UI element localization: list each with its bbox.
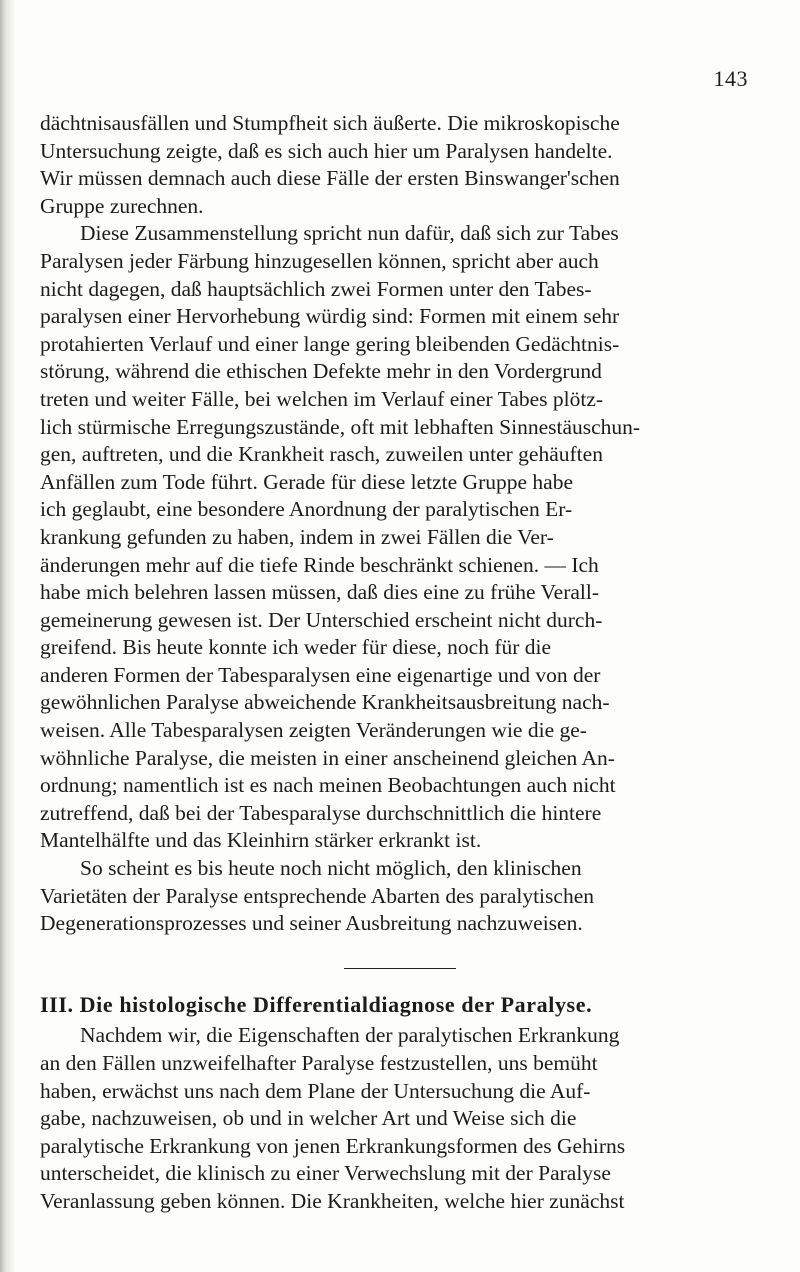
text-line: Degenerationsprozesses und seiner Ausbreitung nachzuweisen. — [40, 911, 583, 936]
text-line: wöhnliche Paralyse, die meisten in einer anscheinend gleichen An- — [40, 745, 615, 770]
text-line: gemeinerung gewesen ist. Der Unterschied erscheint nicht durch- — [40, 607, 603, 632]
text-line: habe mich belehren lassen müssen, daß dies eine zu frühe Verall- — [40, 580, 599, 605]
text-line: ordnung; namentlich ist es nach meinen Beobachtungen auch nicht — [40, 773, 616, 798]
text-line: Paralysen jeder Färbung hinzugesellen können, spricht aber auch — [40, 248, 599, 273]
section-heading: III. Die histologische Differentialdiagnose der Paralyse. — [40, 991, 593, 1017]
text-line: protahierten Verlauf und einer lange gering bleibenden Gedächtnis- — [40, 331, 620, 356]
text-line: Nachdem wir, die Eigenschaften der paralytischen Erkrankung — [80, 1023, 620, 1048]
paragraph-2 — [40, 220, 760, 855]
text-line: gewöhnlichen Paralyse abweichende Krankheitsausbreitung nach- — [40, 690, 610, 715]
text-line: lich stürmische Erregungszustände, oft mit lebhaften Sinnestäuschun- — [40, 414, 641, 439]
paragraph-3 — [40, 855, 760, 938]
text-line: gen, auftreten, und die Krankheit rasch, zuweilen unter gehäuften — [40, 442, 603, 467]
text-line: weisen. Alle Tabesparalysen zeigten Veränderungen wie die ge- — [40, 718, 587, 743]
text-line: krankung gefunden zu haben, indem in zwei Fällen die Ver- — [40, 524, 554, 549]
section-divider — [344, 968, 456, 969]
text-line: änderungen mehr auf die tiefe Rinde beschränkt schienen. — Ich — [40, 552, 599, 577]
text-line: unterscheidet, die klinisch zu einer Verwechslung mit der Paralyse — [40, 1161, 611, 1186]
text-line: ich geglaubt, eine besondere Anordnung der paralytischen Er- — [40, 497, 573, 522]
text-line: So scheint es bis heute noch nicht möglich, den klinischen — [80, 856, 582, 881]
text-line: Varietäten der Paralyse entsprechende Abarten des paralytischen — [40, 883, 594, 908]
text-line: Veranlassung geben können. Die Krankheiten, welche hier zunächst — [40, 1188, 625, 1213]
text-line: dächtnisausfällen und Stumpfheit sich äußerte. Die mikroskopische — [40, 111, 620, 135]
text-line: anderen Formen der Tabesparalysen eine eigenartige und von der — [40, 662, 601, 687]
text-line: zutreffend, daß bei der Tabesparalyse durchschnittlich die hintere — [40, 800, 602, 825]
text-line: paralysen einer Hervorhebung würdig sind: Formen mit einem sehr — [40, 304, 620, 329]
text-line: Diese Zusammenstellung spricht nun dafür, daß sich zur Tabes — [80, 221, 619, 246]
text-line: greifend. Bis heute konnte ich weder für diese, noch für die — [40, 635, 552, 660]
text-line: haben, erwächst uns nach dem Plane der Untersuchung die Auf- — [40, 1078, 591, 1103]
text-line: an den Fällen unzweifelhafter Paralyse festzustellen, uns bemüht — [40, 1051, 598, 1075]
text-line: nicht dagegen, daß hauptsächlich zwei Formen unter den Tabes- — [40, 276, 592, 301]
text-line: paralytische Erkrankung von jenen Erkrankungsformen des Gehirns — [40, 1133, 626, 1158]
text-line: Gruppe zurechnen. — [40, 193, 204, 218]
text-line: Untersuchung zeigte, daß es sich auch hier um Paralysen handelte. — [40, 138, 613, 163]
text-line: störung, während die ethischen Defekte mehr in den Vordergrund — [40, 359, 602, 384]
text-line: treten und weiter Fälle, bei welchen im Verlauf einer Tabes plötz- — [40, 386, 604, 411]
page-number: 143 — [713, 66, 748, 91]
text-line: Mantelhälfte und das Kleinhirn stärker erkrankt ist. — [40, 828, 482, 853]
paragraph-1 — [40, 110, 760, 220]
text-line: gabe, nachzuweisen, ob und in welcher Art und Weise sich die — [40, 1106, 577, 1131]
page-body — [40, 110, 760, 1216]
text-line: Wir müssen demnach auch diese Fälle der ersten Binswanger'schen — [40, 166, 620, 191]
section-paragraph — [40, 1022, 760, 1215]
text-line: Anfällen zum Tode führt. Gerade für diese letzte Gruppe habe — [40, 469, 573, 494]
page-binding-shadow — [0, 0, 16, 1272]
